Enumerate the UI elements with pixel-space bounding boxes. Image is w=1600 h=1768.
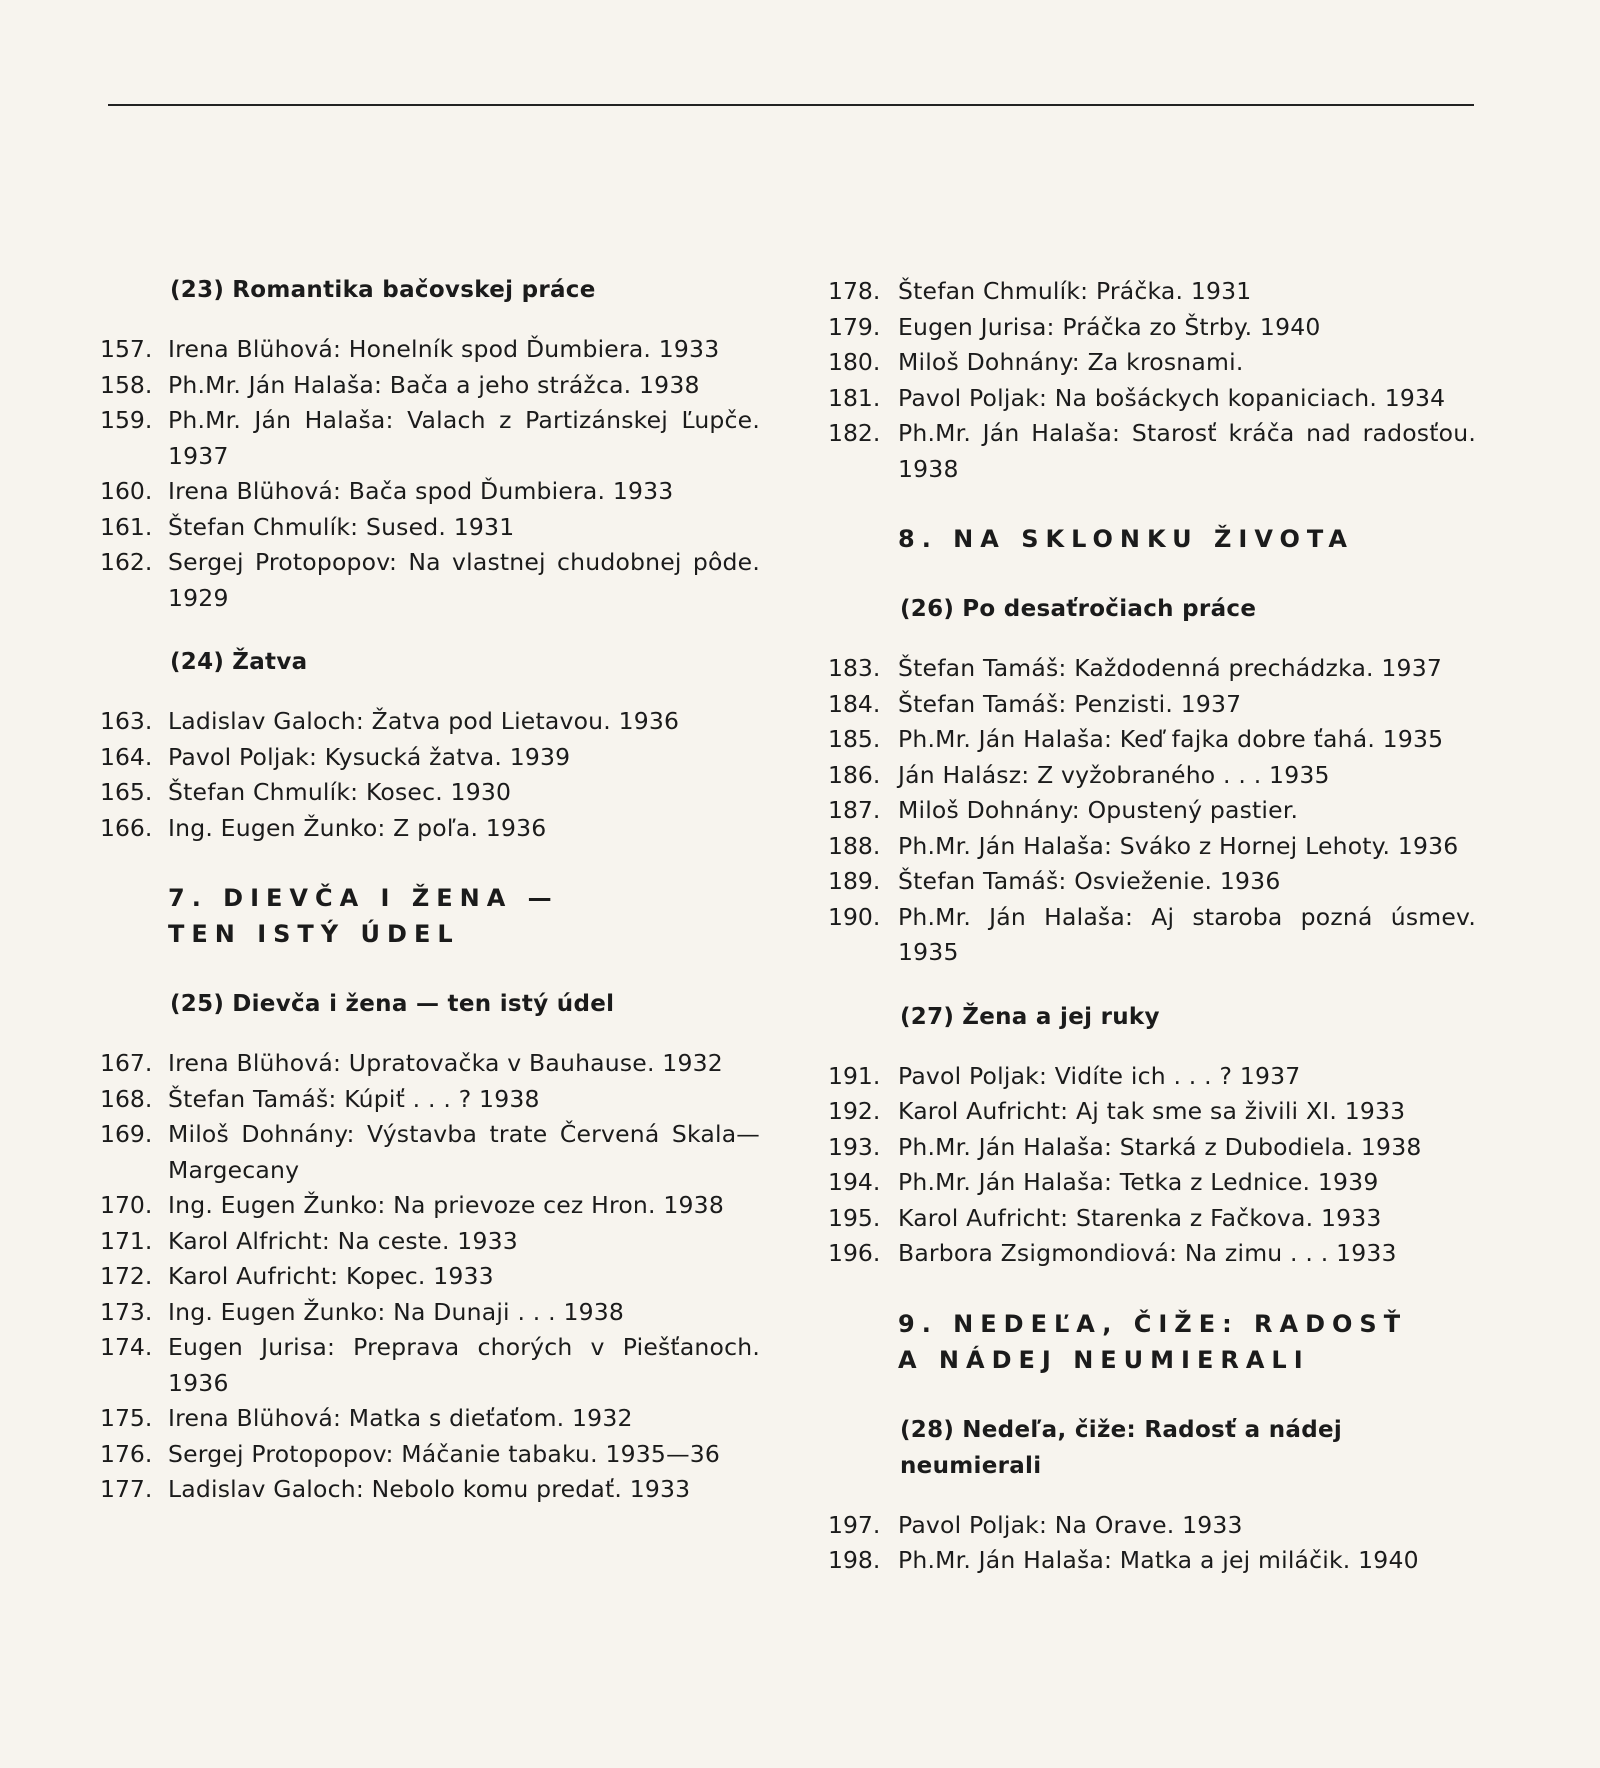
spacer bbox=[100, 308, 760, 332]
entry-number: 182. bbox=[828, 419, 881, 447]
entry-text: Ph.Mr. Ján Halaša: Matka a jej miláčik. 1940 bbox=[898, 1546, 1419, 1574]
catalog-entry bbox=[828, 381, 1476, 417]
entry-text: Karol Aufricht: Kopec. 1933 bbox=[168, 1262, 494, 1290]
catalog-entry bbox=[100, 368, 760, 404]
entry-text: Irena Blühová: Matka s dieťaťom. 1932 bbox=[168, 1404, 633, 1432]
entry-number: 164. bbox=[100, 742, 153, 771]
catalog-entry bbox=[100, 1259, 760, 1295]
entry-text: Eugen Jurisa: Práčka zo Štrby. 1940 bbox=[898, 312, 1321, 341]
subsection-heading bbox=[900, 999, 1476, 1035]
spacer bbox=[828, 1484, 1476, 1508]
entry-number: 179. bbox=[828, 312, 881, 341]
catalog-entry bbox=[100, 1472, 760, 1508]
subsection-number: (27) bbox=[900, 1003, 955, 1030]
entry-number: 172. bbox=[100, 1262, 153, 1290]
entry-text: Pavol Poljak: Na bošáckych kopaniciach. 1934 bbox=[898, 383, 1446, 412]
entry-text: Ladislav Galoch: Nebolo komu predať. 1933 bbox=[168, 1475, 691, 1503]
catalog-entry bbox=[828, 310, 1476, 346]
catalog-entry bbox=[828, 1236, 1476, 1272]
subsection-title: Romantika bačovskej práce bbox=[232, 277, 596, 303]
catalog-entry bbox=[828, 345, 1476, 381]
catalog-entry bbox=[100, 1117, 760, 1188]
entry-text: Karol Aufricht: Aj tak sme sa živili XI. 1933 bbox=[898, 1097, 1406, 1125]
entry-number: 194. bbox=[828, 1168, 881, 1196]
entry-number: 186. bbox=[828, 760, 881, 789]
left-column bbox=[100, 272, 760, 1508]
entry-number: 166. bbox=[100, 813, 153, 842]
subsection-number: (25) bbox=[170, 991, 225, 1017]
entry-number: 167. bbox=[100, 1049, 153, 1077]
entry-number: 174. bbox=[100, 1333, 153, 1361]
spacer bbox=[828, 487, 1476, 521]
entry-text: Ph.Mr. Ján Halaša: Starosť kráča nad radosťou. 1938 bbox=[898, 419, 1476, 483]
spacer bbox=[100, 1022, 760, 1046]
entry-text: Ph.Mr. Ján Halaša: Sváko z Hornej Lehoty. 1936 bbox=[898, 831, 1459, 860]
catalog-entry bbox=[828, 1094, 1476, 1130]
catalog-entry bbox=[100, 1401, 760, 1437]
spacer bbox=[828, 627, 1476, 651]
spacer bbox=[828, 1272, 1476, 1306]
entry-number: 159. bbox=[100, 406, 153, 434]
catalog-entry bbox=[828, 900, 1476, 971]
subsection-heading bbox=[170, 272, 760, 308]
entry-number: 173. bbox=[100, 1297, 153, 1326]
catalog-entry bbox=[828, 864, 1476, 900]
chapter-heading-line: 9. NEDEĽA, ČIŽE: RADOSŤ bbox=[898, 1309, 1408, 1338]
entry-number: 171. bbox=[100, 1226, 153, 1255]
entry-text: Miloš Dohnány: Výstavba trate Červená Skala—Margecany bbox=[168, 1120, 760, 1184]
entry-text: Karol Alfricht: Na ceste. 1933 bbox=[168, 1226, 518, 1255]
catalog-entry bbox=[828, 722, 1476, 758]
entry-number: 185. bbox=[828, 725, 881, 753]
entry-text: Barbora Zsigmondiová: Na zimu . . . 1933 bbox=[898, 1239, 1397, 1267]
catalog-entry bbox=[828, 651, 1476, 687]
entry-number: 162. bbox=[100, 548, 153, 576]
catalog-entry bbox=[100, 1082, 760, 1118]
entry-text: Pavol Poljak: Vidíte ich . . . ? 1937 bbox=[898, 1061, 1301, 1090]
entry-number: 197. bbox=[828, 1510, 881, 1539]
catalog-entry bbox=[828, 274, 1476, 310]
catalog-entry bbox=[828, 1059, 1476, 1095]
entry-number: 168. bbox=[100, 1084, 153, 1113]
chapter-heading-line: A NÁDEJ NEUMIERALI bbox=[898, 1345, 1310, 1374]
entry-number: 169. bbox=[100, 1120, 153, 1148]
entry-text: Irena Blühová: Honelník spod Ďumbiera. 1933 bbox=[168, 335, 720, 363]
catalog-entry bbox=[100, 545, 760, 616]
entry-text: Eugen Jurisa: Preprava chorých v Piešťanoch. 1936 bbox=[168, 1333, 760, 1397]
spacer bbox=[100, 952, 760, 986]
subsection-heading bbox=[900, 591, 1476, 627]
catalog-entry bbox=[100, 332, 760, 368]
entry-number: 192. bbox=[828, 1097, 881, 1125]
spacer bbox=[828, 1378, 1476, 1412]
entry-text: Ladislav Galoch: Žatva pod Lietavou. 1936 bbox=[168, 707, 680, 735]
entry-text: Ph.Mr. Ján Halaša: Keď fajka dobre ťahá. 1935 bbox=[898, 725, 1444, 753]
entry-text: Irena Blühová: Bača spod Ďumbiera. 1933 bbox=[168, 477, 674, 505]
spacer bbox=[100, 616, 760, 644]
entry-text: Štefan Chmulík: Práčka. 1931 bbox=[898, 277, 1252, 305]
catalog-entry bbox=[100, 510, 760, 546]
subsection-title: Nedeľa, čiže: Radosť a nádej neumierali bbox=[900, 1416, 1343, 1479]
catalog-entry bbox=[828, 1165, 1476, 1201]
catalog-entry bbox=[828, 758, 1476, 794]
entry-number: 193. bbox=[828, 1132, 881, 1161]
entry-text: Ph.Mr. Ján Halaša: Bača a jeho strážca. 1938 bbox=[168, 370, 700, 399]
subsection-number: (23) bbox=[170, 277, 225, 303]
catalog-entry bbox=[100, 403, 760, 474]
catalog-entry bbox=[100, 1437, 760, 1473]
entry-number: 176. bbox=[100, 1439, 153, 1468]
entry-text: Pavol Poljak: Kysucká žatva. 1939 bbox=[168, 742, 571, 771]
entry-number: 184. bbox=[828, 689, 881, 718]
entry-text: Štefan Chmulík: Kosec. 1930 bbox=[168, 778, 512, 806]
entry-text: Štefan Chmulík: Sused. 1931 bbox=[168, 512, 515, 541]
entry-number: 175. bbox=[100, 1404, 153, 1432]
entry-number: 160. bbox=[100, 477, 153, 505]
entry-text: Pavol Poljak: Na Orave. 1933 bbox=[898, 1510, 1243, 1539]
catalog-entry bbox=[828, 1130, 1476, 1166]
entry-text: Ing. Eugen Žunko: Na Dunaji . . . 1938 bbox=[168, 1297, 625, 1326]
entry-text: Štefan Tamáš: Penzisti. 1937 bbox=[898, 689, 1242, 718]
entry-number: 157. bbox=[100, 335, 153, 363]
subsection-heading bbox=[900, 1412, 1476, 1484]
entry-text: Miloš Dohnány: Za krosnami. bbox=[898, 348, 1244, 376]
entry-text: Sergej Protopopov: Na vlastnej chudobnej pôde. 1929 bbox=[168, 548, 760, 612]
right-column bbox=[828, 274, 1476, 1579]
subsection-title: Dievča i žena — ten istý údel bbox=[232, 991, 615, 1017]
subsection-number: (28) bbox=[900, 1416, 955, 1443]
catalog-entry bbox=[100, 1224, 760, 1260]
entry-number: 187. bbox=[828, 796, 881, 824]
entry-text: Miloš Dohnány: Opustený pastier. bbox=[898, 796, 1299, 824]
chapter-heading bbox=[898, 521, 1476, 557]
spacer bbox=[828, 1035, 1476, 1059]
entry-number: 190. bbox=[828, 902, 881, 931]
entry-number: 163. bbox=[100, 707, 153, 735]
chapter-heading-line: 7. DIEVČA I ŽENA — bbox=[168, 884, 559, 912]
catalog-entry bbox=[100, 1295, 760, 1331]
entry-number: 196. bbox=[828, 1239, 881, 1267]
entry-number: 189. bbox=[828, 867, 881, 895]
catalog-entry bbox=[100, 811, 760, 847]
catalog-entry bbox=[828, 829, 1476, 865]
entry-number: 181. bbox=[828, 383, 881, 412]
entry-number: 188. bbox=[828, 831, 881, 860]
catalog-entry bbox=[828, 1201, 1476, 1237]
subsection-heading bbox=[170, 644, 760, 680]
entry-text: Štefan Tamáš: Kúpiť . . . ? 1938 bbox=[168, 1084, 540, 1113]
entry-text: Ph.Mr. Ján Halaša: Aj staroba pozná úsmev. 1935 bbox=[898, 902, 1476, 966]
entry-number: 161. bbox=[100, 512, 153, 541]
catalog-entry bbox=[828, 416, 1476, 487]
entry-text: Ph.Mr. Ján Halaša: Starká z Dubodiela. 1938 bbox=[898, 1132, 1422, 1161]
catalog-entry bbox=[100, 704, 760, 740]
entry-text: Štefan Tamáš: Osvieženie. 1936 bbox=[898, 867, 1281, 895]
subsection-number: (26) bbox=[900, 596, 955, 622]
spacer bbox=[828, 971, 1476, 999]
entry-text: Irena Blühová: Upratovačka v Bauhause. 1932 bbox=[168, 1049, 723, 1077]
subsection-title: Žatva bbox=[232, 649, 308, 675]
entry-text: Ján Halász: Z vyžobraného . . . 1935 bbox=[898, 760, 1330, 789]
entry-text: Ph.Mr. Ján Halaša: Tetka z Lednice. 1939 bbox=[898, 1168, 1379, 1196]
top-rule bbox=[108, 104, 1474, 106]
spacer bbox=[100, 846, 760, 880]
catalog-entry bbox=[828, 1543, 1476, 1579]
spacer bbox=[100, 680, 760, 704]
chapter-heading-line: TEN ISTÝ ÚDEL bbox=[168, 920, 460, 948]
catalog-entry bbox=[828, 687, 1476, 723]
spacer bbox=[828, 557, 1476, 591]
catalog-entry bbox=[828, 793, 1476, 829]
entry-text: Ing. Eugen Žunko: Na prievoze cez Hron. 1938 bbox=[168, 1191, 724, 1219]
catalog-entry bbox=[828, 1508, 1476, 1544]
catalog-entry bbox=[100, 1188, 760, 1224]
entry-number: 183. bbox=[828, 654, 881, 682]
catalog-entry bbox=[100, 740, 760, 776]
entry-number: 177. bbox=[100, 1475, 153, 1503]
entry-text: Karol Aufricht: Starenka z Fačkova. 1933 bbox=[898, 1203, 1382, 1232]
catalog-entry bbox=[100, 1046, 760, 1082]
entry-number: 178. bbox=[828, 277, 881, 305]
entry-number: 165. bbox=[100, 778, 153, 806]
entry-number: 180. bbox=[828, 348, 881, 376]
catalog-entry bbox=[100, 775, 760, 811]
chapter-heading bbox=[898, 1306, 1476, 1378]
entry-number: 191. bbox=[828, 1061, 881, 1090]
entry-text: Štefan Tamáš: Každodenná prechádzka. 1937 bbox=[898, 654, 1443, 682]
chapter-heading bbox=[168, 880, 760, 952]
entry-text: Ing. Eugen Žunko: Z poľa. 1936 bbox=[168, 813, 547, 842]
subsection-title: Žena a jej ruky bbox=[962, 1003, 1160, 1030]
catalog-entry bbox=[100, 1330, 760, 1401]
entry-number: 198. bbox=[828, 1546, 881, 1574]
entry-number: 158. bbox=[100, 370, 153, 399]
entry-text: Sergej Protopopov: Máčanie tabaku. 1935—36 bbox=[168, 1439, 721, 1468]
entry-number: 195. bbox=[828, 1203, 881, 1232]
subsection-number: (24) bbox=[170, 649, 225, 675]
subsection-title: Po desaťročiach práce bbox=[962, 596, 1257, 622]
entry-number: 170. bbox=[100, 1191, 153, 1219]
chapter-heading-line: 8. NA SKLONKU ŽIVOTA bbox=[898, 525, 1354, 553]
catalog-entry bbox=[100, 474, 760, 510]
entry-text: Ph.Mr. Ján Halaša: Valach z Partizánskej Ľupče. 1937 bbox=[168, 406, 760, 470]
subsection-heading bbox=[170, 986, 760, 1022]
